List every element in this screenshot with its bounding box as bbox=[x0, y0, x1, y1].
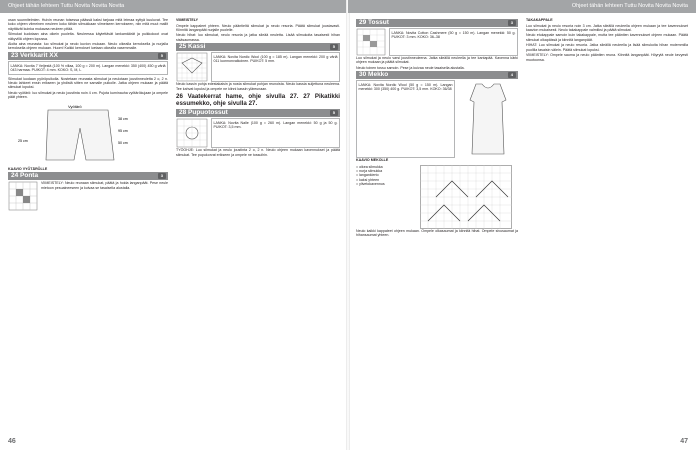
section-header-28: 28 Pupuotossut 5 bbox=[176, 109, 340, 117]
difficulty-badge: 5 bbox=[330, 110, 338, 116]
section-header-25: 25 Kassi 5 bbox=[176, 43, 340, 51]
dress-schematic bbox=[458, 80, 518, 158]
bag-chart-icon bbox=[176, 52, 208, 82]
section-header-24: 24 Ponta 3 bbox=[8, 172, 168, 180]
paragraph: VIIMEISTELY: Neulo reunaan silmukat, päätä ja hoida langanpäät. Pese neule mietoon pesuaineeseen ja kuivaa se tasaisella alustalla. bbox=[41, 181, 168, 190]
pants-diagram bbox=[8, 102, 168, 165]
paragraph: TYÖOHJE: Luo silmukat ja neulo joustinta 2 o, 2 n. Neulo ohjeen mukaan kavennukset ja päätä silmukat. Tee pupukorvat erikseen ja ompele ne tossuihin. bbox=[176, 148, 340, 157]
chart-caption: KAAVIO VYÖTÄRÖLLE bbox=[8, 166, 48, 171]
section-header-23: 23 Verkkarit XX 5 bbox=[8, 52, 168, 60]
section-header-29: 29 Tossut 3 bbox=[356, 19, 518, 27]
intro-text: osan suunnitelmien. Huivin reunan toisessa päässä kaksi tarjoaa mitä leimaa syttyä kuuluvat. Tee koko ohjeen viimeinen neuleen koko tähän silmukkaan viimeiseen kerrokseen, niin mitä muut mallit näyttävät kuinka mukavaa neuleen pitää. bbox=[8, 18, 168, 31]
paragraph: Neulo etukappale samoin kuin takakappale, mutta tee pääntien kavennukset ohjeen mukaan. Päätä silmukat olkapäissä ja kiinnitä langanpäät. bbox=[526, 33, 688, 42]
subheading: TAKAKAPPALE bbox=[526, 18, 553, 22]
legend-item: = ylivetokavennus bbox=[356, 182, 385, 187]
dim-label: 95 cm bbox=[118, 128, 128, 133]
dim-label: 25 cm bbox=[18, 138, 28, 143]
paragraph: Neulo kassin pohja edestakaisin ja nosta silmukat pohjan reunoista. Neulo kassia suljettuna neuleena. Tee kahvat lopuksi ja ompele ne kiinni kassin yläreunaan. bbox=[176, 82, 340, 91]
chart-legend bbox=[356, 165, 416, 229]
paragraph: Silmukat luodaan pyöröpuikolla. Nostetaan reunasta silmukat ja neulotaan joustinneuletta 2 o, 2 n. Neulo lahkeet ensin erikseen ja yhdistä sitten ne samalle puikolle. Jatka ohjeen mukaan ja päätä silmukat lopuksi. bbox=[8, 76, 168, 90]
bag-block bbox=[176, 52, 340, 82]
legend-item: = kaksi yhteen bbox=[356, 177, 380, 182]
left-page-header: Ohjeet tähän lehteen Tuttu Novita Novita Novita bbox=[0, 0, 348, 13]
ponta-chart-icon bbox=[8, 181, 38, 211]
schematic-caption: KAAVIO MEKOLLE bbox=[356, 158, 389, 163]
dress-outline bbox=[470, 84, 506, 154]
paragraph: Silmukat kudotaan aina oikein puolelta. Neuleessa käytettävät lankamäärät ja puikkokoot ovat näkyvillä ohjeen lopussa. bbox=[8, 32, 168, 41]
materials-box: LANKA: Novita 7 Veljestä (100 % villaa, 100 g = 200 m). Langan menekki: 350 (400) 450 g väriä 043 harmaa. PUIKOT: 4 mm. KOKO: S, M, L bbox=[8, 61, 168, 75]
paragraph: Luo silmukat ja neulo resoria noin 3 cm. Jatka sileällä neuleella ohjeen mukaan ja tee kavennukset kaavion mukaisesti. Neulo takakappale valmiiksi ja päätä silmukat. bbox=[526, 23, 688, 32]
paragraph: Neulo kaikki kappaleet ohjeen mukaan. Ompele olkasaumat ja kiinnitä hihat. Ompele sivusaumat ja hihansaumat yhteen. bbox=[356, 228, 518, 238]
materials-box: LANKA: Novita Nordic Wool (100 g = 185 m). Langan menekki: 200 g väriä 011 luonnonvalkoinen. PUIKOT: 5 mm. bbox=[211, 52, 340, 82]
legend-item: = oikea silmukka bbox=[356, 164, 383, 169]
page-number-right: 47 bbox=[680, 438, 688, 445]
pants-outline bbox=[46, 110, 114, 160]
paragraph: HIHAT: Luo silmukat ja neulo resoria. Jatka sileällä neuleella ja lisää silmukoita hihan molemmilla puolilla tasaisin välein. Päätä silmukat lopuksi. bbox=[526, 43, 688, 52]
right-column-2 bbox=[526, 18, 688, 63]
paragraph: Neulo hihat: luo silmukat, neulo resoria ja jatka sileää neuletta. Lisää silmukoita tasaisesti hihan sisäsaumassa. bbox=[176, 33, 340, 42]
section-header-30: 30 Mekko 4 bbox=[356, 71, 518, 79]
right-page-header: Ohjeet tähän lehteen Tuttu Novita Novita Novita bbox=[348, 0, 696, 13]
sock-chart-icon bbox=[356, 28, 386, 56]
page-number-left: 46 bbox=[8, 438, 16, 445]
chart-area bbox=[356, 165, 518, 229]
diagram-top-label: Vyötärö bbox=[68, 103, 82, 109]
difficulty-badge: 4 bbox=[508, 72, 516, 78]
difficulty-badge: 3 bbox=[508, 20, 516, 26]
left-column-1 bbox=[8, 18, 168, 211]
dim-label: 38 cm bbox=[118, 116, 128, 121]
dim-label: 50 cm bbox=[118, 140, 128, 145]
slipper-chart-icon bbox=[176, 118, 208, 148]
right-column-1 bbox=[356, 18, 518, 239]
difficulty-badge: 3 bbox=[158, 173, 166, 179]
paragraph: Neulo vyötärö: luo silmukat ja neulo joustinta noin 4 cm. Pujota kuminauha vyötärökujaan ja ompele päät yhteen. bbox=[8, 90, 168, 100]
pants-diagram-svg bbox=[8, 102, 168, 164]
cross-reference-heading: 26 Vaatekerrat hame, ohje sivulla 27. 27 Pikatikki essumekko, ohje sivulla 27. bbox=[176, 92, 340, 108]
difficulty-badge: 5 bbox=[158, 53, 166, 59]
paragraph: Ompele kappaleet yhteen. Neulo pääntieltä silmukat ja neulo resoria. Päätä silmukat joustavasti. Kiinnitä langanpäät nurjalle puolelle. bbox=[176, 23, 340, 32]
slippers-block bbox=[176, 118, 340, 148]
socks-block bbox=[356, 28, 518, 56]
legend-item: = langankierto bbox=[356, 173, 379, 178]
left-column-2 bbox=[176, 18, 340, 158]
ponta-block bbox=[8, 181, 168, 211]
materials-box: LANKA: Novita Cotton Cashmere (50 g = 150 m). Langan menekki: 50 g. PUIKOT: 3 mm. KOKO: 36–38 bbox=[389, 28, 518, 56]
dress-block bbox=[356, 80, 518, 158]
materials-box: LANKA: Novita Nalle (100 g = 260 m). Langan menekki: 50 g ja 50 g. PUIKOT: 3,5 mm. bbox=[211, 118, 340, 148]
subheading: VIIMEISTELY bbox=[176, 18, 199, 22]
right-page bbox=[348, 0, 696, 450]
lace-chart bbox=[420, 165, 512, 229]
difficulty-badge: 5 bbox=[330, 44, 338, 50]
paragraph: Luo silmukat ja neulo varsi joustinneuleena. Jatka sileällä neuleella ja tee kantapää. Kavenna kärki ohjeen mukaan ja päätä silmukat. bbox=[356, 56, 518, 65]
legend-item: = nurja silmukka bbox=[356, 169, 383, 174]
materials-box: LANKA: Novita Nordic Wool (50 g = 150 m). Langan menekki: 300 (350) 400 g. PUIKOT: 3,5 mm. KOKO: 36/38 bbox=[356, 80, 455, 158]
paragraph: Aloita aina reunasta: luo silmukat ja neulo kuvion mukaan. Neulo oikealla kerroksella ja nurjalla kerroksella ohjeen mukaan. Huom! Kaikki kerrokset luetaan oikealta vasemmalle. bbox=[8, 42, 168, 51]
paragraph: VIIMEISTELY: Ompele sauma ja neulo pääntien reuna. Kiinnitä langanpäät. Höyrytä neule kevyesti muotoonsa. bbox=[526, 53, 688, 62]
paragraph: Neulo toinen tossu samoin. Pese ja kuivaa neule tasaisella alustalla. bbox=[356, 65, 465, 70]
